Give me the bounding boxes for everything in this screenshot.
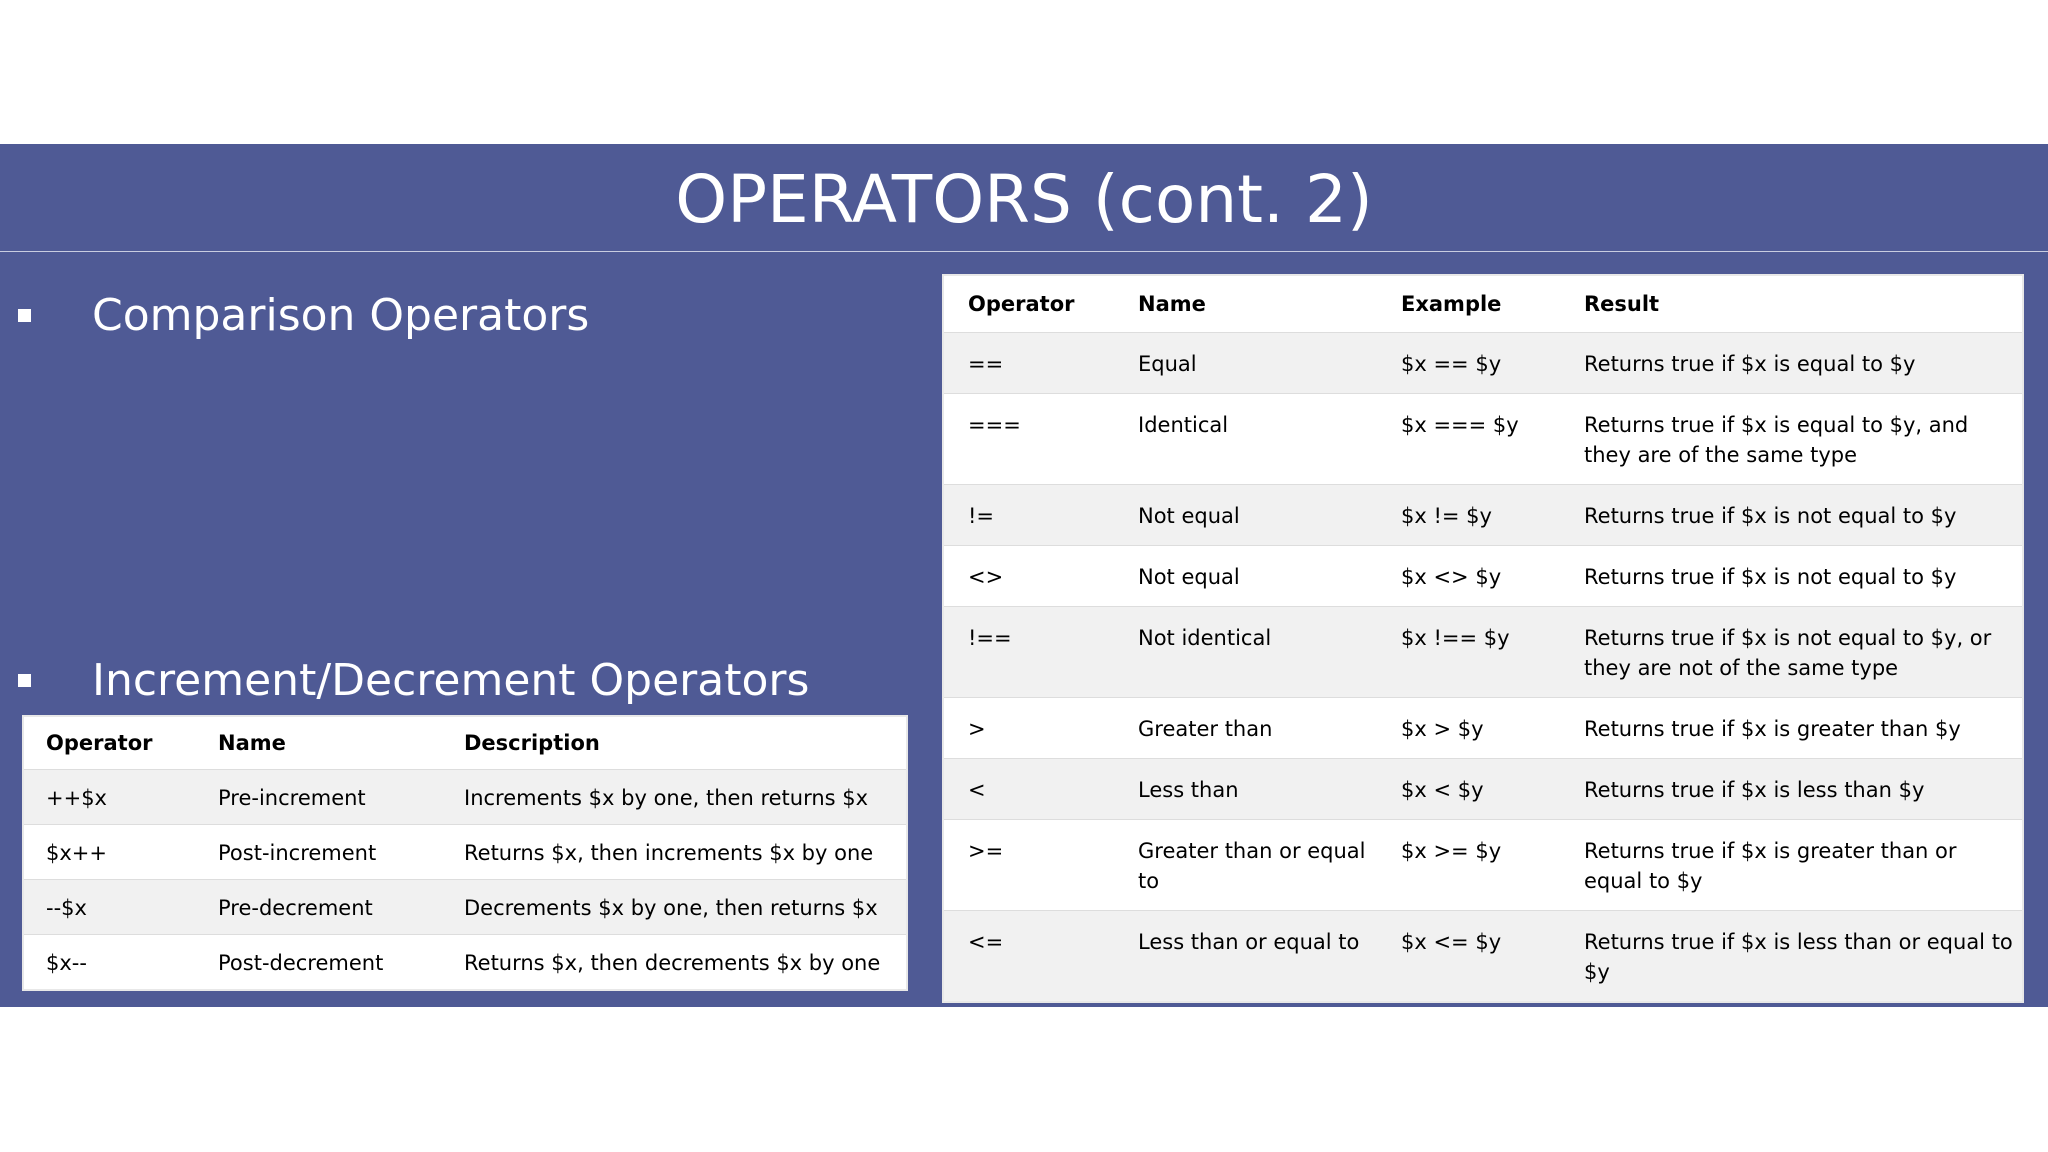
table-row [943,546,2023,607]
bullet-comparison [18,290,589,341]
name-cell: Less than or equal to [1138,930,1360,954]
operator-cell: >= [968,839,1004,863]
table-row [943,698,2023,759]
operator-cell: > [968,717,986,741]
operator-cell: --$x [46,896,87,920]
column-header: Name [1114,275,1377,333]
description-cell: Returns $x, then decrements $x by one [464,951,881,975]
result-cell: Returns true if $x is greater than or equal to $y [1584,839,1957,893]
operator-cell: != [968,504,995,528]
operator-cell: $x-- [46,951,87,975]
column-header: Description [442,716,907,770]
table-row [23,770,907,825]
name-cell: Identical [1138,413,1229,437]
description-cell: Returns $x, then increments $x by one [464,841,874,865]
table-row [943,333,2023,394]
operator-cell: $x++ [46,841,107,865]
description-cell: Decrements $x by one, then returns $x [464,896,878,920]
bullet-comparison-text: Comparison Operators [92,290,590,341]
example-cell: $x < $y [1401,778,1484,802]
table-row [23,825,907,880]
result-cell: Returns true if $x is equal to $y, and they are of the same type [1584,413,1969,467]
name-cell: Greater than or equal to [1138,839,1366,893]
result-cell: Returns true if $x is less than $y [1584,778,1925,802]
example-cell: $x > $y [1401,717,1484,741]
operator-cell: !== [968,626,1012,650]
operator-cell: == [968,352,1004,376]
operator-cell: ++$x [46,786,107,810]
increment-decrement-table [22,715,908,991]
result-cell: Returns true if $x is greater than $y [1584,717,1961,741]
name-cell: Less than [1138,778,1239,802]
table-row [943,485,2023,546]
example-cell: $x !== $y [1401,626,1510,650]
column-header: Operator [23,716,196,770]
name-cell: Equal [1138,352,1197,376]
example-cell: $x >= $y [1401,839,1502,863]
name-cell: Greater than [1138,717,1273,741]
name-cell: Not equal [1138,504,1240,528]
name-cell: Pre-decrement [218,896,373,920]
column-header: Example [1377,275,1560,333]
column-header: Name [196,716,442,770]
table-row [943,911,2023,1003]
bullet-increment [18,655,809,706]
table-row [943,820,2023,911]
operator-cell: <= [968,930,1004,954]
result-cell: Returns true if $x is not equal to $y [1584,565,1957,589]
slide-title: OPERATORS (cont. 2) [675,161,1373,238]
name-cell: Pre-increment [218,786,366,810]
table-row [943,759,2023,820]
example-cell: $x === $y [1401,413,1519,437]
table-row [943,394,2023,485]
bullet-square-icon [18,674,31,687]
operator-cell: <> [968,565,1004,589]
example-cell: $x == $y [1401,352,1502,376]
table-header-row [23,716,907,770]
name-cell: Not identical [1138,626,1272,650]
name-cell: Not equal [1138,565,1240,589]
result-cell: Returns true if $x is not equal to $y, or they are not of the same type [1584,626,1992,680]
comparison-operators-table [942,274,2024,1003]
column-header: Operator [943,275,1114,333]
operator-cell: < [968,778,986,802]
result-cell: Returns true if $x is not equal to $y [1584,504,1957,528]
table-row [943,607,2023,698]
bullet-increment-text: Increment/Decrement Operators [92,655,810,706]
example-cell: $x <> $y [1401,565,1502,589]
bullet-square-icon [18,309,31,322]
column-header: Result [1560,275,2023,333]
example-cell: $x <= $y [1401,930,1502,954]
operator-cell: === [968,413,1021,437]
description-cell: Increments $x by one, then returns $x [464,786,869,810]
example-cell: $x != $y [1401,504,1492,528]
table-header-row [943,275,2023,333]
name-cell: Post-increment [218,841,377,865]
result-cell: Returns true if $x is equal to $y [1584,352,1916,376]
table-row [23,880,907,935]
title-band [0,144,2048,252]
name-cell: Post-decrement [218,951,384,975]
result-cell: Returns true if $x is less than or equal to $y [1584,930,2013,984]
table-row [23,935,907,991]
